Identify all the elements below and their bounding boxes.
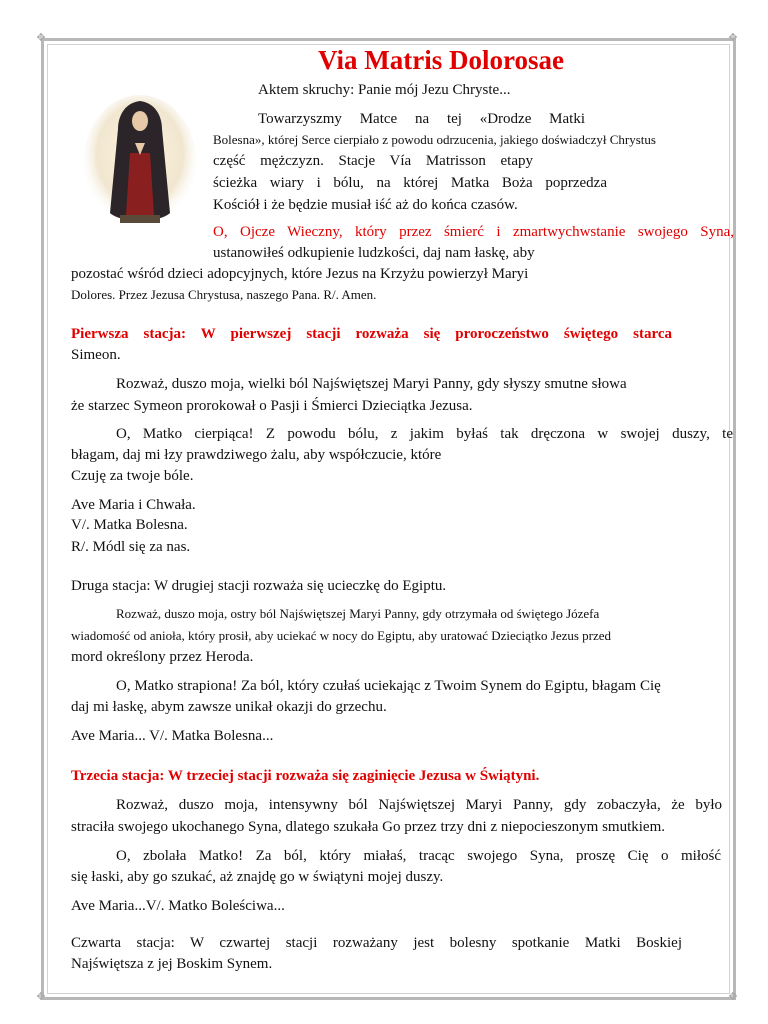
prayer-line: Dolores. Przez Jezusa Chrystusa, naszego Pana. R/. Amen. xyxy=(71,287,377,302)
station-heading: Czwarta stacja: W czwartej stacji rozważany jest bolesny spotkanie Matki Boskiej xyxy=(71,935,682,951)
prayer-line: ustanowiłeś odkupienie ludzkości, daj nam łaskę, aby xyxy=(213,245,535,261)
station-heading: Druga stacja: W drugiej stacji rozważa się ucieczkę do Egiptu. xyxy=(71,578,447,594)
prayer-line: błagam, daj mi łzy prawdziwego żalu, aby współczucie, które xyxy=(71,447,442,463)
intro-line: Aktem skruchy: Panie mój Jezu Chryste... xyxy=(258,82,511,98)
prayer-line: O, Ojcze Wieczny, który przez śmierć i zmartwychwstanie swojego Syna, xyxy=(213,224,734,240)
intro-line: Bolesna», której Serce cierpiało z powodu odrzucenia, jakiego doświadczył Chrystus xyxy=(213,132,656,147)
meditation-line: mord określony przez Heroda. xyxy=(71,649,254,665)
prayer-line: daj mi łaskę, abym zawsze unikał okazji do grzechu. xyxy=(71,699,387,715)
frame-corner-ornament-icon: ✥ xyxy=(728,991,738,1003)
response-line: Ave Maria... V/. Matka Bolesna... xyxy=(71,728,274,744)
response-line: R/. Módl się za nas. xyxy=(71,539,191,555)
prayer-line: się łaski, aby go szukać, aż znajdę go w świątyni mojej duszy. xyxy=(71,869,444,885)
frame-corner-ornament-icon: ✥ xyxy=(36,32,46,44)
response-line: Ave Maria i Chwała. xyxy=(71,497,196,513)
intro-line: część mężczyzn. Stacje Vía Matrisson etapy xyxy=(213,153,533,169)
meditation-line: Rozważ, duszo moja, wielki ból Najświętszej Maryi Panny, gdy słyszy smutne słowa xyxy=(116,376,627,392)
frame-corner-ornament-icon: ✥ xyxy=(728,32,738,44)
prayer-line: O, Matko cierpiąca! Z powodu bólu, z jakim byłaś tak dręczona w swojej duszy, te xyxy=(116,426,733,442)
intro-line: Towarzyszmy Matce na tej «Drodze Matki xyxy=(258,111,585,127)
meditation-line: Rozważ, duszo moja, intensywny ból Najświętszej Maryi Panny, gdy zobaczyła, że było xyxy=(116,797,722,813)
meditation-line: wiadomość od anioła, który prosił, aby uciekać w nocy do Egiptu, aby uratować Dzieciątko Jezus przed xyxy=(71,628,612,643)
meditation-line: że starzec Symeon prorokował o Pasji i Śmierci Dzieciątka Jezusa. xyxy=(71,398,473,414)
meditation-line: straciła swojego ukochanego Syna, dlatego szukała Go przez trzy dni z niepocieszonym smutkiem. xyxy=(71,819,665,835)
intro-line: Kościół i że będzie musiał iść aż do końca czasów. xyxy=(213,197,518,213)
prayer-line: O, Matko strapiona! Za ból, który czułaś uciekając z Twoim Synem do Egiptu, błagam Cię xyxy=(116,678,661,694)
station-heading: Najświętsza z jej Boskim Synem. xyxy=(71,956,273,972)
meditation-line: Rozważ, duszo moja, ostry ból Najświętszej Maryi Panny, gdy otrzymała od świętego Józefa xyxy=(116,606,600,621)
station-heading: Pierwsza stacja: W pierwszej stacji rozważa się proroczeństwo świętego starca xyxy=(71,326,672,342)
response-line: Ave Maria...V/. Matko Boleściwa... xyxy=(71,898,285,914)
prayer-line: pozostać wśród dzieci adopcyjnych, które Jezus na Krzyżu powierzył Maryi xyxy=(71,266,529,282)
prayer-line: O, zbolała Matko! Za ból, który miałaś, tracąc swojego Syna, proszę Cię o miłość xyxy=(116,848,721,864)
madonna-image xyxy=(80,93,200,228)
prayer-line: Czuję za twoje bóle. xyxy=(71,468,194,484)
station-heading: Simeon. xyxy=(71,347,121,363)
page-title: Via Matris Dolorosae xyxy=(318,45,564,75)
response-line: V/. Matka Bolesna. xyxy=(71,517,188,533)
station-heading: Trzecia stacja: W trzeciej stacji rozważa się zaginięcie Jezusa w Świątyni. xyxy=(71,768,540,784)
frame-corner-ornament-icon: ✥ xyxy=(36,991,46,1003)
intro-line: ścieżka wiary i bólu, na której Matka Boża poprzedza xyxy=(213,175,607,191)
